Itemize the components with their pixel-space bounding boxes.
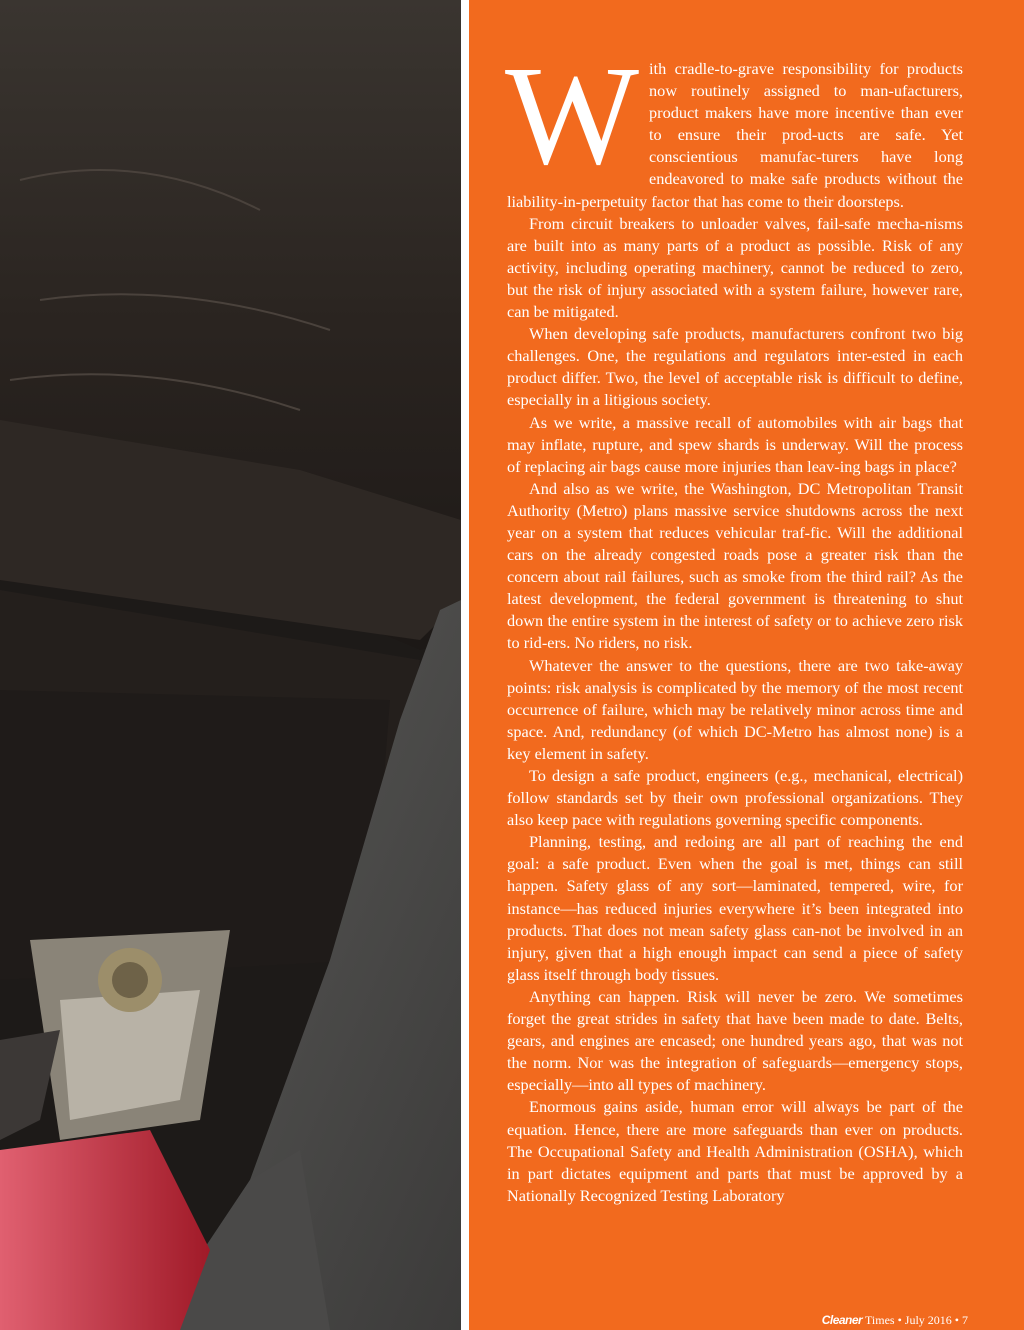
footer-info: Times • July 2016 • 7: [862, 1313, 968, 1327]
footer-brand: Cleaner: [821, 1313, 863, 1327]
page-footer: [822, 1313, 968, 1327]
paragraph: Anything can happen. Risk will never be zero. We sometimes forget the great strides in safety that have been made to date. Belts, gears, and engines are encased; one hundred years ago, that was not the norm. Nor was the integration of safeguards—emergency stops, especially—into all types of machinery.: [507, 986, 963, 1095]
article-panel: [469, 0, 1024, 1330]
paragraph: Planning, testing, and redoing are all part of reaching the end goal: a safe product. Even when the goal is met, things can still happen. Safety glass of any sort—laminated, tempered, wire, for instance—has reduced injuries everywhere it’s been integrated into products. That does not mean safety glass can-not be involved in an injury, given that a high enough impact can send a piece of safety glass itself through body tissues.: [507, 832, 963, 984]
paragraph-intro: [505, 36, 963, 213]
paragraph: Whatever the answer to the questions, there are two take-away points: risk analysis is complicated by the memory of the most recent occurrence of failure, which may be relatively minor across time and space. And, redundancy (of which DC-Metro has almost none) is a key element in safety.: [507, 655, 963, 763]
article-body: [505, 36, 963, 1207]
paragraph: From circuit breakers to unloader valves, fail-safe mecha-nisms are built into as many parts of a product as possible. Risk of any activity, including operating machinery, cannot be reduced to zero, but the risk of injury associated with a system failure, however rare, can be mitigated.: [507, 213, 963, 322]
machine-housing-photo: [0, 0, 461, 1330]
paragraph: When developing safe products, manufacturers confront two big challenges. One, the regulations and regulators inter-ested in each product differ. Two, the level of acceptable risk is difficult to define, especially in a litigious society.: [507, 324, 963, 410]
paragraph: And also as we write, the Washington, DC Metropolitan Transit Authority (Metro) plans massive service shutdowns across the next year on a system that reduces vehicular traf-fic. Will the additional cars on the already congested roads pose a greater risk than the concern about rail failures, such as smoke from the third rail? As the latest development, the federal government is threatening to shut down the entire system in the interest of safety or to achieve zero risk to rid-ers. No riders, no risk.: [507, 478, 963, 653]
paragraph: Enormous gains aside, human error will always be part of the equation. Hence, there are more safeguards than ever on products. The Occupational Safety and Health Administration (OSHA), which in part dictates equipment and parts that must be approved by a Nationally Recognized Testing Laboratory: [507, 1097, 963, 1205]
intro-text: ith cradle-to-grave responsibility for products now routinely assigned to man-ufacturers, product makers have more incentive than ever to ensure their prod-ucts are safe. Yet conscientious manufac-turers have long endeavored to make safe products without the liability-in-perpetuity factor that has come to their doorsteps.: [507, 59, 963, 211]
drop-cap: W: [505, 36, 640, 194]
page-gutter: [461, 0, 469, 1330]
paragraph: As we write, a massive recall of automobiles with air bags that may inflate, rupture, and spew shards is underway. Will the process of replacing air bags cause more injuries than leav-ing bags in place?: [507, 412, 963, 476]
paragraph: To design a safe product, engineers (e.g., mechanical, electrical) follow standards set by their own professional organizations. They also keep pace with regulations governing specific components.: [507, 766, 963, 830]
